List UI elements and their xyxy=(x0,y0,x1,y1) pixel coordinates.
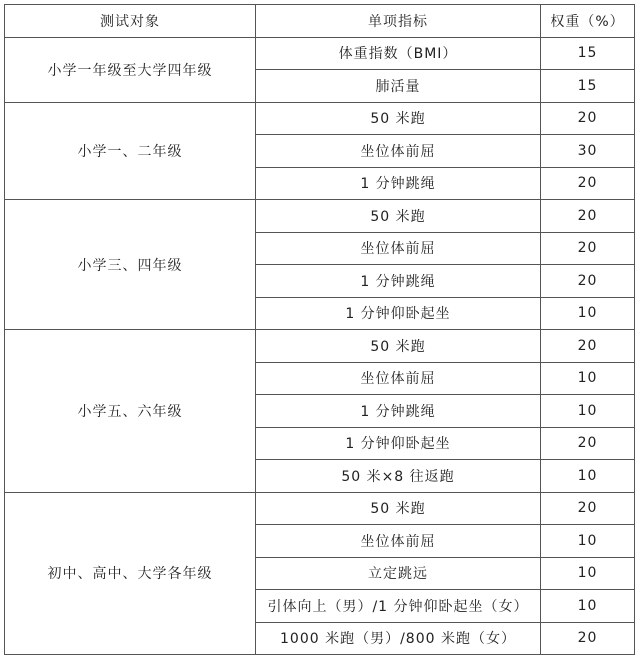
table-row xyxy=(5,37,635,70)
table-row xyxy=(5,102,635,135)
single-item-cell: 1000 米跑（男）/800 米跑（女） xyxy=(256,622,541,655)
single-item-cell: 立定跳远 xyxy=(256,557,541,590)
weight-cell: 10 xyxy=(541,590,635,623)
weight-cell: 10 xyxy=(541,460,635,493)
test-target-cell: 小学三、四年级 xyxy=(5,200,256,330)
test-target-cell: 小学五、六年级 xyxy=(5,330,256,493)
weight-cell: 20 xyxy=(541,232,635,265)
weight-cell: 20 xyxy=(541,265,635,298)
table-body xyxy=(5,37,635,655)
single-item-cell: 坐位体前屈 xyxy=(256,135,541,168)
weight-cell: 15 xyxy=(541,37,635,70)
weight-cell: 10 xyxy=(541,362,635,395)
table-row xyxy=(5,200,635,233)
weight-cell: 15 xyxy=(541,70,635,103)
test-target-cell: 小学一年级至大学四年级 xyxy=(5,37,256,102)
table-header xyxy=(5,5,635,38)
single-item-cell: 坐位体前屈 xyxy=(256,362,541,395)
weight-cell: 20 xyxy=(541,622,635,655)
single-item-cell: 1 分钟仰卧起坐 xyxy=(256,427,541,460)
weight-cell: 30 xyxy=(541,135,635,168)
table-row xyxy=(5,330,635,363)
single-item-cell: 体重指数（BMI） xyxy=(256,37,541,70)
header-weight: 权重（%） xyxy=(541,5,635,38)
single-item-cell: 50 米跑 xyxy=(256,492,541,525)
header-test-target: 测试对象 xyxy=(5,5,256,38)
test-target-cell: 初中、高中、大学各年级 xyxy=(5,492,256,655)
single-item-cell: 50 米跑 xyxy=(256,330,541,363)
weight-cell: 20 xyxy=(541,492,635,525)
weight-cell: 10 xyxy=(541,395,635,428)
weight-cell: 20 xyxy=(541,330,635,363)
single-item-cell: 1 分钟跳绳 xyxy=(256,395,541,428)
single-item-cell: 1 分钟跳绳 xyxy=(256,265,541,298)
weight-cell: 20 xyxy=(541,427,635,460)
weight-cell: 10 xyxy=(541,297,635,330)
single-item-cell: 50 米跑 xyxy=(256,102,541,135)
weight-cell: 10 xyxy=(541,525,635,558)
single-item-cell: 坐位体前屈 xyxy=(256,525,541,558)
test-target-cell: 小学一、二年级 xyxy=(5,102,256,200)
single-item-cell: 肺活量 xyxy=(256,70,541,103)
single-item-cell: 50 米×8 往返跑 xyxy=(256,460,541,493)
weight-table-container xyxy=(4,4,635,655)
single-item-cell: 引体向上（男）/1 分钟仰卧起坐（女） xyxy=(256,590,541,623)
single-item-cell: 1 分钟跳绳 xyxy=(256,167,541,200)
weight-cell: 20 xyxy=(541,200,635,233)
single-item-cell: 50 米跑 xyxy=(256,200,541,233)
single-item-cell: 坐位体前屈 xyxy=(256,232,541,265)
header-row xyxy=(5,5,635,38)
table-row xyxy=(5,492,635,525)
weight-cell: 20 xyxy=(541,102,635,135)
fitness-test-weight-table xyxy=(4,4,635,655)
weight-cell: 10 xyxy=(541,557,635,590)
weight-cell: 20 xyxy=(541,167,635,200)
header-single-item: 单项指标 xyxy=(256,5,541,38)
single-item-cell: 1 分钟仰卧起坐 xyxy=(256,297,541,330)
